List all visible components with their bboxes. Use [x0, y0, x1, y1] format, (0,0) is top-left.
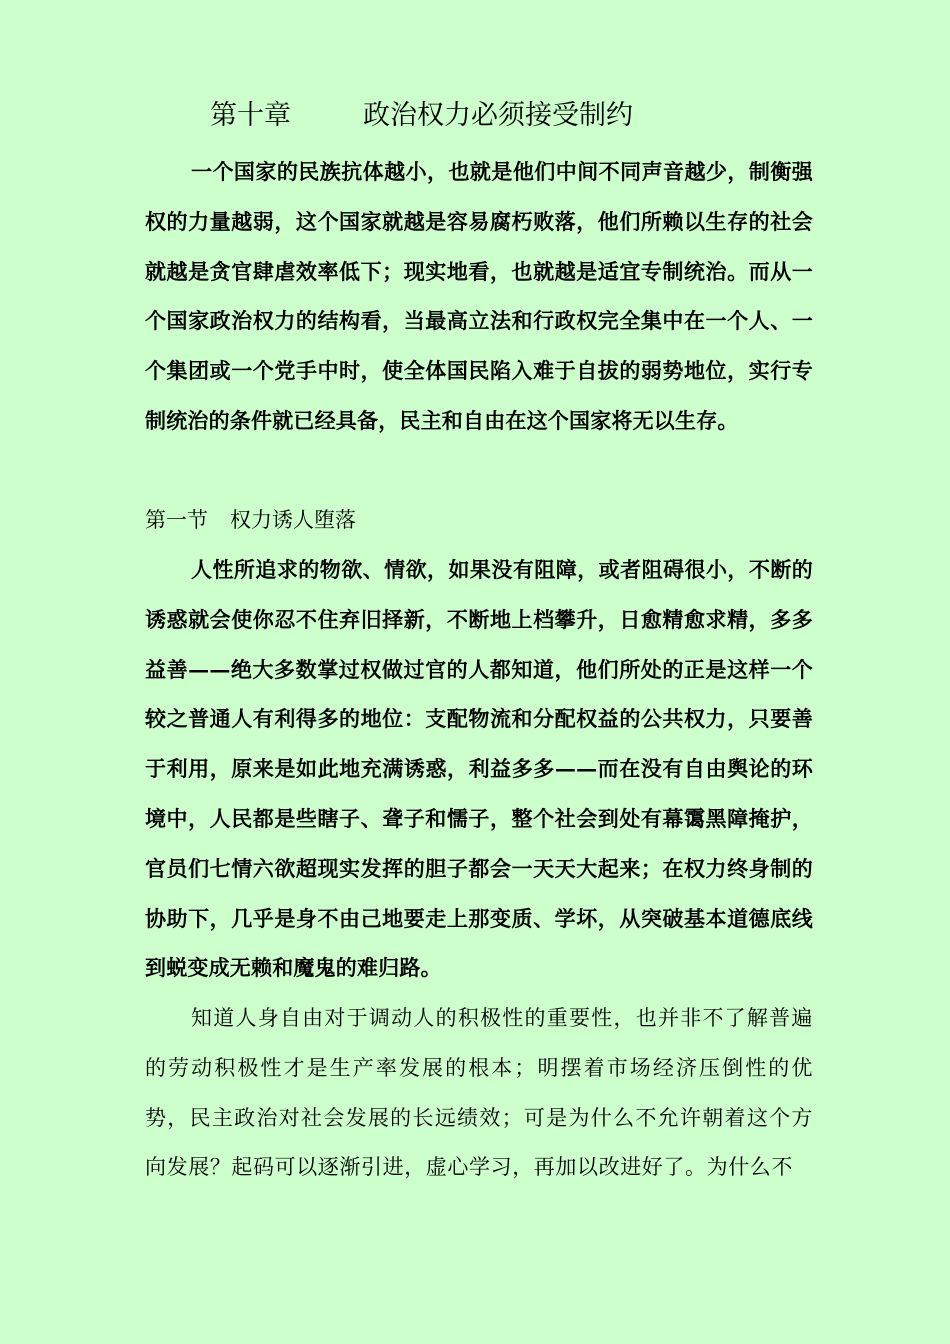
section-number: 第一节 — [145, 508, 208, 532]
intro-paragraph: 一个国家的民族抗体越小，也就是他们中间不同声音越少，制衡强权的力量越弱，这个国家就越是容易腐朽败落，他们所赖以生存的社会就越是贪官肆虐效率低下；现实地看，也就越是适宜专制统治。而从一个国家政治权力的结构看，当最高立法和行政权完全集中在一个人、一个集团或一个党手中时，使全体国民陷入难于自拔的弱势地位，实行专制统治的条件就已经具备，民主和自由在这个国家将无以生存。 — [145, 159, 813, 433]
body-paragraph-1: 人性所追求的物欲、情欲，如果没有阻障，或者阻碍很小，不断的诱惑就会使你忍不住弃旧择新，不断地上档攀升，日愈精愈求精，多多益善——绝大多数掌过权做过官的人都知道，他们所处的正是这样一个较之普通人有利得多的地位：支配物流和分配权益的公共权力，只要善于利用，原来是如此地充满诱惑，利益多多——而在没有自由舆论的环境中，人民都是些瞎子、聋子和懦子，整个社会到处有幕霭黑障掩护，官员们七情六欲超现实发挥的胆子都会一天天大起来；在权力终身制的协助下，几乎是身不由己地要走上那变质、学坏，从突破基本道德底线到蜕变成无赖和魔鬼的难归路。 — [145, 557, 813, 981]
chapter-number: 第十章 — [210, 100, 291, 131]
section-title: 权力诱人堕落 — [230, 508, 356, 532]
chapter-title — [210, 96, 633, 136]
chapter-title-text: 政治权力必须接受制约 — [363, 100, 633, 131]
body-paragraph-2: 知道人身自由对于调动人的积极性的重要性，也并非不了解普遍的劳动积极性才是生产率发展的根本；明摆着市场经济压倒性的优势，民主政治对社会发展的长远绩效；可是为什么不允许朝着这个方向发展？起码可以逐渐引进，虚心学习，再加以改进好了。为什么不 — [145, 1006, 813, 1180]
section-heading — [145, 496, 356, 546]
